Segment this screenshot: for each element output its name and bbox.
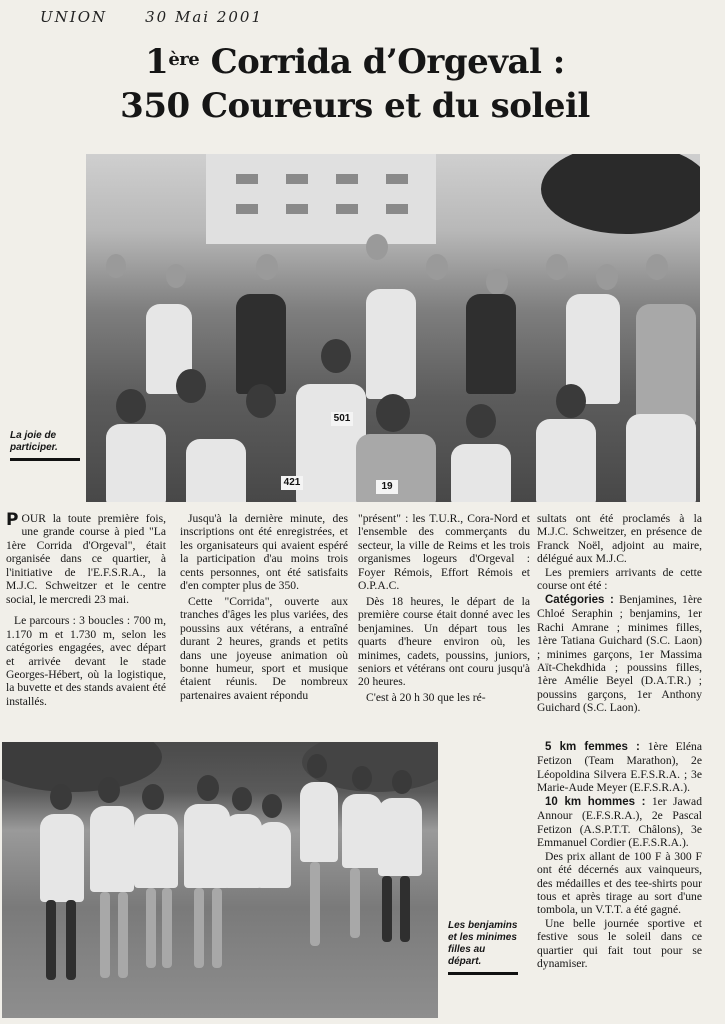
photo-window — [336, 204, 358, 214]
col3-paragraph-3: C'est à 20 h 30 que les ré- — [366, 690, 486, 704]
runner-leg — [350, 868, 360, 938]
child-body — [186, 439, 246, 502]
race-bib: 19 — [376, 480, 398, 494]
headline-line-2: 350 Coureurs et du soleil — [120, 86, 590, 126]
categories-text: Benjamines, 1ère Chloé Seraphin ; benjamins, 1er Rachi Amrane ; minimes filles, 1ère Tatiana Guichard (S.C. Laon) ; minimes garçons, 1er Massima Aït-Chekdhida ; poussins filles, 1ère Amélie Beyel (D.A.T.R.) ; poussins garçons, 1er Anthony Guichard (S.C. Laon). — [537, 592, 702, 715]
runner-leg — [382, 876, 392, 942]
photo-caption-bottom — [448, 920, 518, 975]
child-body — [451, 444, 511, 502]
person-head — [106, 254, 126, 278]
photo-window — [236, 174, 258, 184]
runner-leg — [310, 862, 320, 946]
runner-head — [307, 754, 327, 778]
person-head — [166, 264, 186, 288]
runner-body — [342, 794, 382, 868]
runner-head — [142, 784, 164, 810]
handwritten-paper-name: UNION — [40, 8, 108, 26]
headline — [10, 40, 700, 128]
photo-window — [386, 204, 408, 214]
caption-rule — [448, 972, 518, 975]
person-body — [466, 294, 516, 394]
caption-rule — [10, 458, 80, 461]
photo-tree — [541, 154, 700, 234]
article-column-4 — [537, 512, 702, 715]
men-10km-text: 1er Jawad Annour (E.F.S.R.A.), 2e Pascal Fetizon (A.S.P.T.T. Châlons), 3e Emmanuel Cordier (E.F.S.R.A.). — [537, 794, 702, 850]
dropcap: P — [6, 510, 19, 530]
person-head — [256, 254, 278, 280]
photo-girls-start — [2, 742, 438, 1018]
runner-head — [262, 794, 282, 818]
col2-paragraph-2: Cette "Corrida", ouverte aux tranches d'âges les plus variées, des poussins aux vétérans, a entraîné durant 2 heures, grands et petits dans une joyeuse animation où bonne humeur, sport et musique étaient réunis. De nombreux partenaires avaient répondu — [180, 594, 348, 702]
runner-body — [300, 782, 338, 862]
handwritten-date: 30 Mai 2001 — [145, 8, 264, 26]
runner-head — [392, 770, 412, 794]
photo-window — [236, 204, 258, 214]
person-body — [366, 289, 416, 399]
article-column-1 — [6, 512, 166, 708]
runner-leg — [66, 900, 76, 980]
headline-line-1 — [10, 40, 700, 84]
article-column-4-lower — [537, 740, 702, 971]
col4-closing: Une belle journée sportive et festive sous le soleil dans ce quartier qui fait tout pour se dynamiser. — [537, 916, 702, 971]
person-body — [236, 294, 286, 394]
men-10km-heading: 10 km hommes : — [545, 795, 646, 808]
person-head — [366, 234, 388, 260]
runner-leg — [100, 892, 110, 978]
person-head — [596, 264, 618, 290]
runner-body — [257, 822, 291, 888]
runner-leg — [146, 888, 156, 968]
person-head — [546, 254, 568, 280]
runner-leg — [400, 876, 410, 942]
col3-paragraph-1: "présent" : les T.U.R., Cora-Nord et l'ensemble des commerçants du secteur, la ville de Reims et les trois organismes logeurs d'Orgeval : Foyer Rémois, Effort Rémois et O.P.A.C. — [358, 512, 530, 593]
child-body — [106, 424, 166, 502]
person-body — [636, 304, 696, 424]
runner-body — [378, 798, 422, 876]
headline-ordinal-suffix: ère — [168, 49, 200, 70]
race-bib: 421 — [281, 476, 303, 490]
runner-head — [197, 775, 219, 801]
photo-caption-top — [10, 430, 80, 461]
col2-paragraph-1: Jusqu'à la dernière minute, des inscriptions ont été enregistrées, et les organisateurs qui avaient espéré la participation d'au moins trois cents personnes, ont été satisfaits d'en compter plus de 350. — [180, 512, 348, 593]
photo-caption-top-text: La joie de participer. — [10, 430, 58, 453]
article-column-2 — [180, 512, 348, 702]
article-column-3 — [358, 512, 530, 704]
runner-leg — [46, 900, 56, 980]
runner-body — [90, 806, 134, 892]
photo-crowd-runners — [86, 154, 700, 502]
women-5km-text: 1ère Eléna Fetizon (Team Marathon), 2e Léopoldina Silvera E.F.S.R.A. ; 3e Marie-Aude Meyer (E.F.S.R.A.). — [537, 740, 702, 795]
col1-paragraph-1: OUR la toute première fois, une grande course à pied "La 1ère Corrida d'Orgeval", était organisée dans ce quartier, à l'initiative de l'E.F.S.R.A., la M.J.C. Schweitzer et le centre social, le mercredi 23 mai. — [6, 512, 166, 606]
col4-categories — [537, 593, 702, 715]
child-head — [116, 389, 146, 423]
child-body — [536, 419, 596, 502]
person-head — [646, 254, 668, 280]
runner-leg — [194, 888, 204, 968]
photo-window — [386, 174, 408, 184]
col4-paragraph-1: sultats ont été proclamés à la M.J.C. Schweitzer, en présence de Franck Noël, adjoint au maire, délégué aux M.J.C. — [537, 512, 702, 566]
col4-prizes: Des prix allant de 100 F à 300 F ont été décernés aux vainqueurs, des médailles et des tee-shirts pour tous et après tirage au sort d'une tombola, un V.T.T. a été gagné. — [537, 849, 702, 917]
child-head — [466, 404, 496, 438]
runner-leg — [212, 888, 222, 968]
handwritten-note — [40, 8, 263, 26]
photo-window — [286, 174, 308, 184]
photo-caption-bottom-text: Les benjamins et les minimes filles au départ. — [448, 920, 518, 967]
photo-window — [286, 204, 308, 214]
runner-head — [98, 777, 120, 803]
runner-body — [134, 814, 178, 888]
person-head — [486, 269, 508, 295]
child-head — [556, 384, 586, 418]
col3-paragraph-2: Dès 18 heures, le départ de la première course était donné avec les benjamines. Un départ tous les quarts d'heure environ où, les minimes, cadets, poussins, juniors, seniors et vétérans ont couru jusqu'à 20 heures. — [358, 594, 530, 689]
child-head — [176, 369, 206, 403]
col4-paragraph-2: Les premiers arrivants de cette course ont été : — [537, 565, 702, 593]
runner-head — [352, 766, 372, 790]
race-bib: 501 — [331, 412, 353, 426]
runner-head — [50, 784, 72, 810]
runner-leg — [118, 892, 128, 978]
headline-ordinal: 1 — [145, 42, 169, 82]
women-5km-heading: 5 km femmes : — [545, 741, 640, 753]
categories-heading: Catégories : — [545, 593, 614, 606]
child-body — [626, 414, 696, 502]
runner-head — [232, 787, 252, 811]
headline-line-1-text: Corrida d’Orgeval : — [199, 42, 565, 82]
col4-men-results — [537, 795, 702, 850]
col1-paragraph-2: Le parcours : 3 boucles : 700 m, 1.170 m et 1.730 m, selon les catégories engagées, avec départ et arrivée devant le stade Georges-Hébert, où la logistique, la buvette et des stands avaient été installés. — [6, 614, 166, 708]
photo-foliage — [2, 742, 162, 792]
person-head — [426, 254, 448, 280]
child-head — [321, 339, 351, 373]
runner-body — [40, 814, 84, 902]
photo-window — [336, 174, 358, 184]
photo-building — [206, 154, 436, 244]
child-head — [376, 394, 410, 432]
child-head — [246, 384, 276, 418]
col4-women-results — [537, 740, 702, 795]
runner-leg — [162, 888, 172, 968]
